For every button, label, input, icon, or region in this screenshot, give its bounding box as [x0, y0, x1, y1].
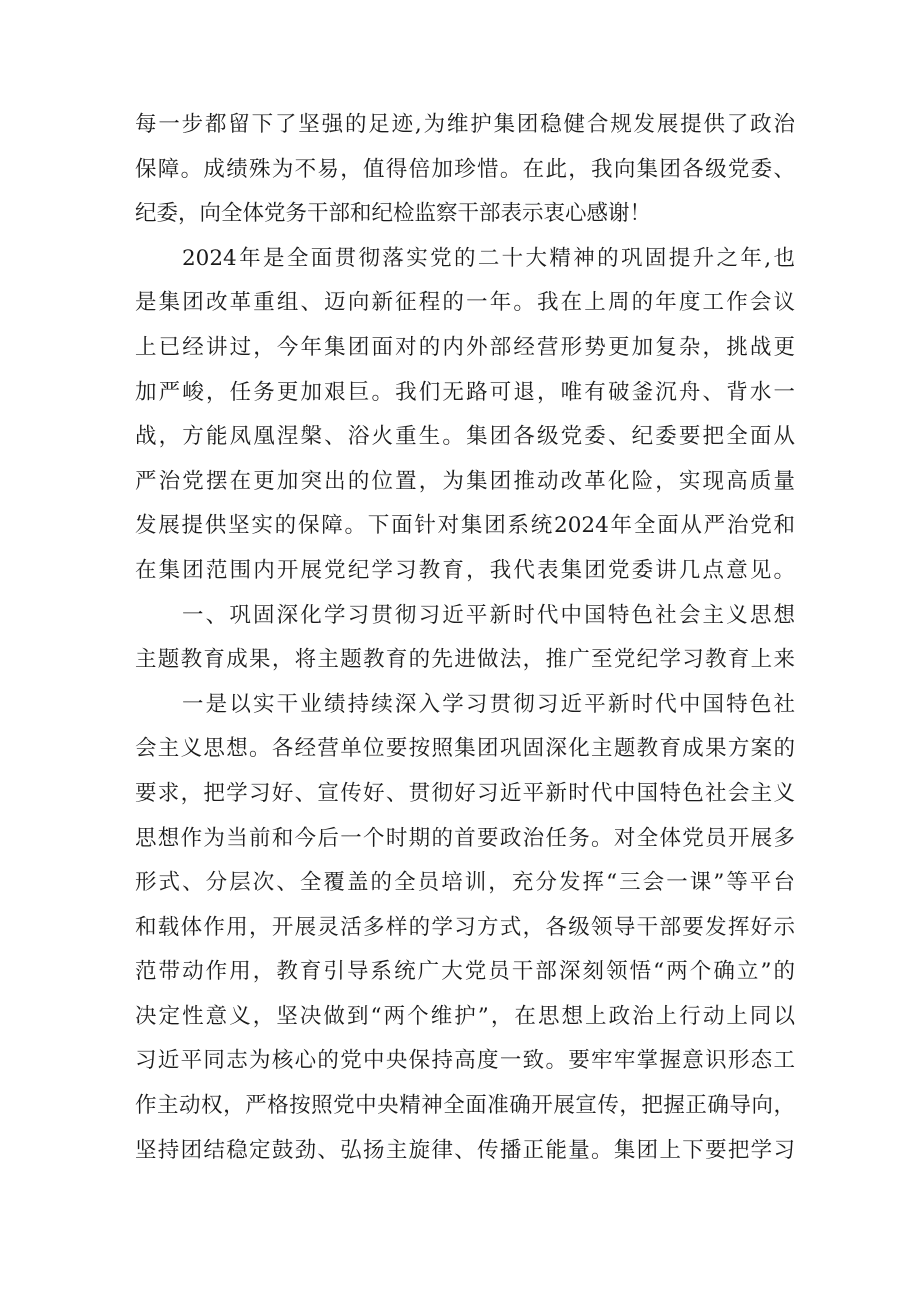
text-line: 形式、分层次、全覆盖的全员培训，充分发挥“三会一课”等平台 — [135, 870, 795, 896]
text-line: 决定性意义，坚决做到“两个维护”，在思想上政治上行动上同以 — [135, 1003, 795, 1029]
section-heading: 一、巩固深化学习贯彻习近平新时代中国特色社会主义思想 — [182, 602, 795, 628]
text-line: 严治党摆在更加突出的位置，为集团推动改革化险，实现高质量 — [135, 468, 795, 494]
paragraph-first-line: 一是以实干业绩持续深入学习贯彻习近平新时代中国特色社 — [182, 691, 795, 717]
paragraph-first-line: 2024年是全面贯彻落实党的二十大精神的巩固提升之年,也 — [182, 245, 795, 271]
text-line: 是集团改革重组、迈向新征程的一年。我在上周的年度工作会议 — [135, 290, 795, 316]
text-line: 思想作为当前和今后一个时期的首要政治任务。对全体党员开展多 — [135, 825, 795, 851]
text-line: 加严峻，任务更加艰巨。我们无路可退，唯有破釜沉舟、背水一 — [135, 379, 795, 405]
text-line: 和载体作用，开展灵活多样的学习方式，各级领导干部要发挥好示 — [135, 914, 795, 940]
text-line: 上已经讲过，今年集团面对的内外部经营形势更加复杂，挑战更 — [135, 334, 795, 360]
text-line: 作主动权，严格按照党中央精神全面准确开展宣传，把握正确导向， — [135, 1093, 795, 1119]
text-line: 会主义思想。各经营单位要按照集团巩固深化主题教育成果方案的 — [135, 736, 795, 762]
text-line: 纪委，向全体党务干部和纪检监察干部表示衷心感谢！ — [135, 201, 652, 227]
text-line: 战，方能凤凰涅槃、浴火重生。集团各级党委、纪委要把全面从 — [135, 424, 795, 450]
text-line: 每一步都留下了坚强的足迹,为维护集团稳健合规发展提供了政治 — [135, 112, 795, 137]
text-line: 保障。成绩殊为不易，值得倍加珍惜。在此，我向集团各级党委、 — [135, 156, 795, 182]
document-body — [135, 103, 795, 1173]
text-line: 要求，把学习好、宣传好、贯彻好习近平新时代中国特色社会主义 — [135, 780, 795, 806]
section-heading: 主题教育成果，将主题教育的先进做法，推广至党纪学习教育上来 — [135, 647, 795, 673]
text-line: 坚持团结稳定鼓劲、弘扬主旋律、传播正能量。集团上下要把学习 — [135, 1137, 795, 1163]
text-line: 习近平同志为核心的党中央保持高度一致。要牢牢掌握意识形态工 — [135, 1048, 795, 1074]
text-line: 在集团范围内开展党纪学习教育，我代表集团党委讲几点意见。 — [135, 557, 795, 583]
text-line: 发展提供坚实的保障。下面针对集团系统2024年全面从严治党和 — [135, 513, 795, 539]
text-line: 范带动作用，教育引导系统广大党员干部深刻领悟“两个确立”的 — [135, 959, 795, 985]
